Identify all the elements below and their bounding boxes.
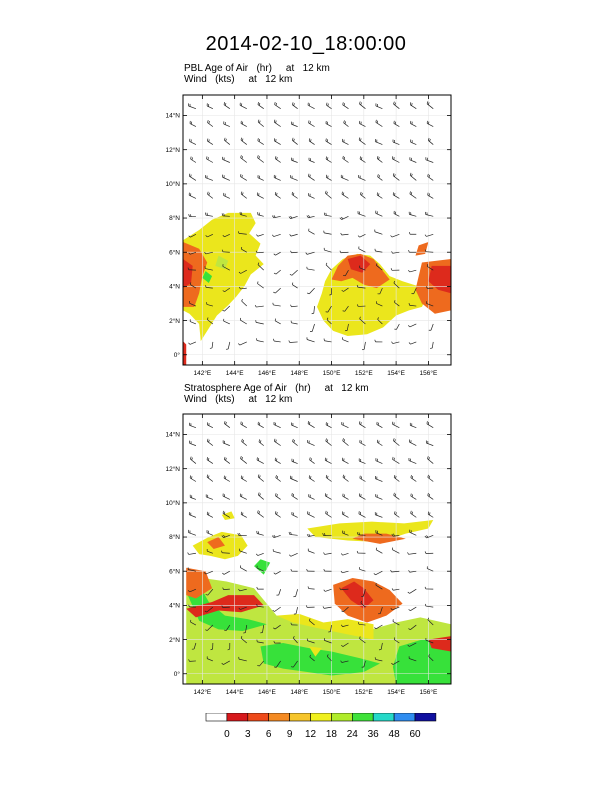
pbl-ytick-label: 4°N: [169, 283, 180, 291]
strat-xtick-label: 142°E: [193, 689, 212, 696]
colorbar-swatch: [206, 713, 227, 721]
colorbar-swatch: [248, 713, 269, 721]
pbl-xtick-label: 146°E: [258, 370, 276, 377]
colorbar-swatch: [269, 713, 290, 721]
strat-xtick-label: 144°E: [225, 689, 244, 696]
colorbar-label: 60: [409, 729, 421, 740]
strat-xtick-label: 150°E: [322, 689, 341, 696]
colorbar-swatch: [352, 713, 373, 721]
colorbar-label: 36: [367, 729, 379, 740]
pbl-ytick-label: 8°N: [169, 215, 180, 223]
panel2-title-line1: Stratosphere Age of Air (hr) at 12 km: [184, 383, 369, 394]
strat-ytick-label: 0°: [173, 670, 180, 678]
strat-xtick-label: 148°E: [290, 689, 309, 696]
pbl-xtick-label: 148°E: [290, 370, 309, 377]
panel1-title-line1: PBL Age of Air (hr) at 12 km: [184, 63, 330, 74]
strat-ytick-label: 6°N: [169, 568, 180, 576]
colorbar-swatch: [227, 713, 248, 721]
pbl-xtick-label: 142°E: [193, 370, 212, 377]
colorbar-label: 24: [346, 729, 358, 740]
pbl-age-map: [150, 90, 470, 380]
pbl-xtick-label: 144°E: [225, 370, 244, 377]
pbl-xtick-label: 152°E: [354, 370, 373, 377]
colorbar-swatch: [373, 713, 394, 721]
colorbar-swatch: [290, 713, 311, 721]
strat-ytick-label: 12°N: [165, 465, 180, 473]
colorbar: [200, 713, 440, 729]
panel1-title-line2: Wind (kts) at 12 km: [184, 74, 293, 85]
colorbar-label: 3: [245, 729, 251, 740]
pbl-ytick-label: 10°N: [165, 181, 180, 189]
colorbar-label: 48: [388, 729, 400, 740]
strat-ytick-label: 10°N: [165, 500, 180, 508]
strat-xtick-label: 146°E: [258, 689, 276, 696]
colorbar-labels: [0, 729, 612, 743]
panel2-title-line2: Wind (kts) at 12 km: [184, 394, 293, 405]
pbl-ytick-label: 0°: [173, 351, 180, 359]
page-title: 2014-02-10_18:00:00: [205, 33, 407, 55]
pbl-ytick-label: 6°N: [169, 249, 180, 257]
pbl-ytick-label: 2°N: [169, 317, 180, 325]
strat-ytick-label: 4°N: [169, 602, 180, 610]
strat-ytick-label: 8°N: [169, 534, 180, 542]
pbl-xtick-label: 150°E: [322, 370, 341, 377]
strat-ytick-label: 2°N: [169, 636, 180, 644]
colorbar-swatch: [331, 713, 352, 721]
colorbar-label: 6: [265, 729, 272, 740]
colorbar-swatch: [311, 713, 332, 721]
strat-ytick-label: 14°N: [165, 431, 180, 439]
colorbar-swatch: [415, 713, 436, 721]
colorbar-swatch: [394, 713, 415, 721]
stratosphere-age-map: [150, 409, 470, 699]
strat-xtick-label: 156°E: [419, 689, 438, 696]
colorbar-label: 18: [325, 729, 337, 740]
pbl-ytick-label: 14°N: [165, 112, 180, 120]
strat-xtick-label: 152°E: [354, 689, 373, 696]
pbl-xtick-label: 156°E: [419, 370, 438, 377]
colorbar-label: 0: [224, 729, 230, 740]
colorbar-label: 9: [286, 729, 293, 740]
colorbar-label: 12: [304, 729, 317, 740]
pbl-xtick-label: 154°E: [387, 370, 405, 377]
strat-xtick-label: 154°E: [387, 689, 405, 696]
pbl-ytick-label: 12°N: [165, 146, 180, 154]
